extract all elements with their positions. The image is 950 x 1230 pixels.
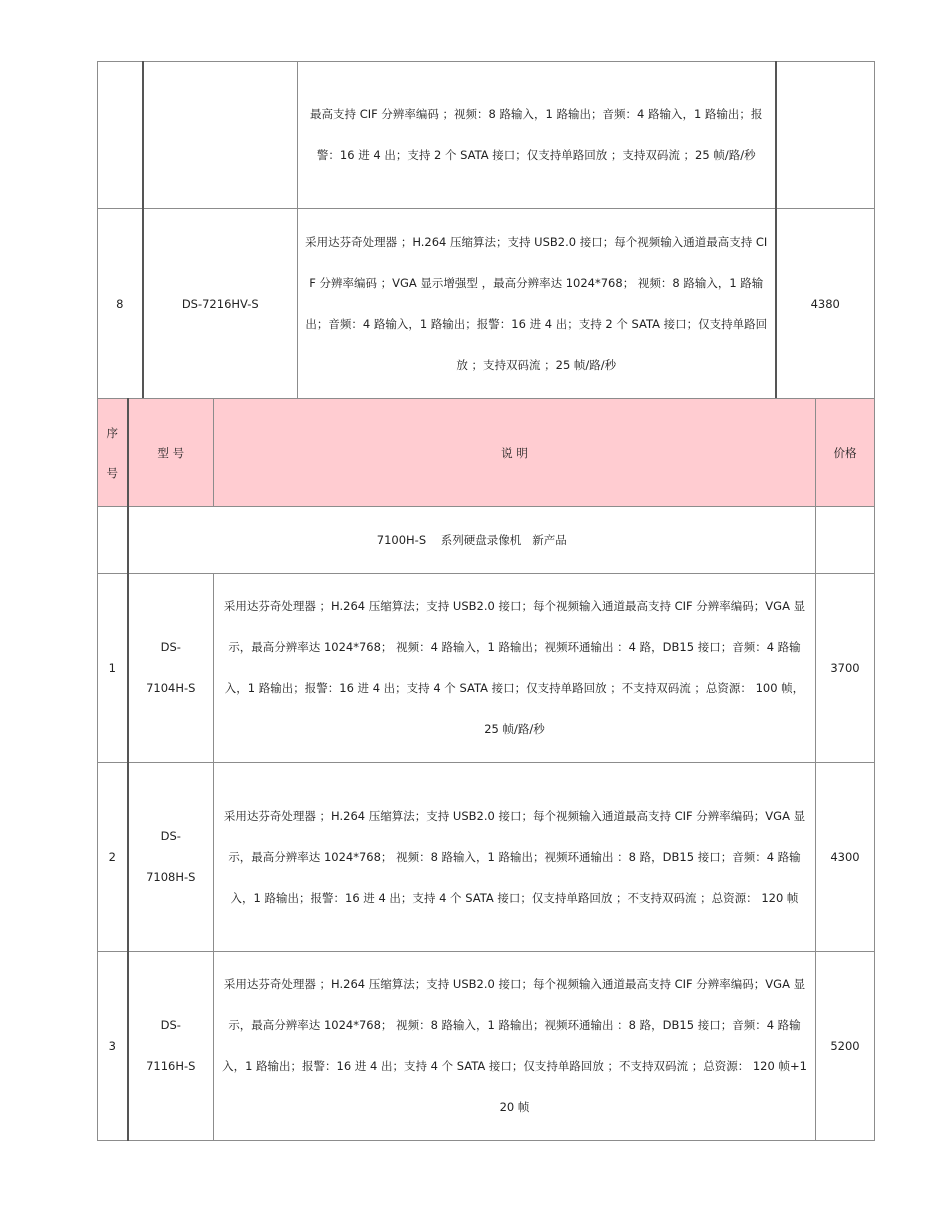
table-row: [98, 574, 875, 763]
model-line-2: 7116H-S: [146, 1059, 196, 1073]
price-cell: 4300: [816, 763, 875, 952]
model-line-2: 7104H-S: [146, 681, 196, 695]
header-model: 型 号: [128, 399, 214, 507]
price-cell: 4380: [776, 209, 875, 399]
table-row: [98, 209, 875, 399]
section-row: [98, 507, 875, 574]
model-line-1: DS-: [160, 829, 181, 843]
section-price-cell: [816, 507, 875, 574]
table-row: [98, 952, 875, 1141]
model-cell: [128, 763, 214, 952]
header-number-label: 序号: [106, 425, 118, 480]
description-cell: 采用达芬奇处理器 ；H.264 压缩算法；支持 USB2.0 接口；每个视频输入通道最高支持 CIF 分辨率编码；VGA 显示，最高分辨率达 1024*768； 视频：8 路输入，1 路输出；视频环通输出 ：8 路，DB15 接口；音频：4 路输入，1 路输出；报警：16 进 4 出；支持 4 个 SATA 接口；仅支持单路回放 ；不支持双码流 ；总资源： 120 帧+120 帧: [214, 952, 816, 1141]
model-cell: [128, 952, 214, 1141]
price-cell: [776, 62, 875, 209]
row-number-cell: 8: [98, 209, 143, 399]
description-cell: 采用达芬奇处理器 ；H.264 压缩算法；支持 USB2.0 接口；每个视频输入通道最高支持 CIF 分辨率编码；VGA 显示，最高分辨率达 1024*768； 视频：4 路输入，1 路输出；视频环通输出 ：4 路，DB15 接口；音频：4 路输入，1 路输出；报警：16 进 4 出；支持 4 个 SATA 接口；仅支持单路回放 ；不支持双码流 ；总资源： 100 帧， 25 帧/路/秒: [214, 574, 816, 763]
row-number-cell: 1: [98, 574, 128, 763]
model-cell: [143, 62, 298, 209]
row-number-cell: [98, 62, 143, 209]
description-cell: 采用达芬奇处理器 ；H.264 压缩算法；支持 USB2.0 接口；每个视频输入通道最高支持 CIF 分辨率编码；VGA 显示，最高分辨率达 1024*768； 视频：8 路输入，1 路输出；视频环通输出 ：8 路，DB15 接口；音频：4 路输入，1 路输出；报警：16 进 4 出；支持 4 个 SATA 接口；仅支持单路回放 ；不支持双码流 ；总资源： 120 帧: [214, 763, 816, 952]
product-table: [97, 398, 875, 1141]
description-cell: 最高支持 CIF 分辨率编码 ；视频：8 路输入，1 路输出；音频：4 路输入，1 路输出；报警：16 进 4 出；支持 2 个 SATA 接口；仅支持单路回放 ；支持双码流 ；25 帧/路/秒: [298, 62, 776, 209]
model-line-1: DS-: [160, 1018, 181, 1032]
section-title: 7100H-S 系列硬盘录像机 新产品: [128, 507, 816, 574]
row-number-cell: 2: [98, 763, 128, 952]
model-cell: DS-7216HV-S: [143, 209, 298, 399]
table-row: [98, 62, 875, 209]
price-cell: 3700: [816, 574, 875, 763]
table-header-row: [98, 399, 875, 507]
description-cell: 采用达芬奇处理器 ；H.264 压缩算法；支持 USB2.0 接口；每个视频输入通道最高支持 CIF 分辨率编码 ；VGA 显示增强型 ，最高分辨率达 1024*768； 视频：8 路输入，1 路输出；音频：4 路输入，1 路输出；报警：16 进 4 出；支持 2 个 SATA 接口；仅支持单路回放 ；支持双码流 ；25 帧/路/秒: [298, 209, 776, 399]
header-description: 说 明: [214, 399, 816, 507]
model-cell: [128, 574, 214, 763]
section-number-cell: [98, 507, 128, 574]
model-line-1: DS-: [160, 640, 181, 654]
table-row: [98, 763, 875, 952]
price-cell: 5200: [816, 952, 875, 1141]
row-number-cell: 3: [98, 952, 128, 1141]
product-table-continued: [97, 61, 875, 399]
header-price: 价格: [816, 399, 875, 507]
header-number: [98, 399, 128, 507]
model-line-2: 7108H-S: [146, 870, 196, 884]
